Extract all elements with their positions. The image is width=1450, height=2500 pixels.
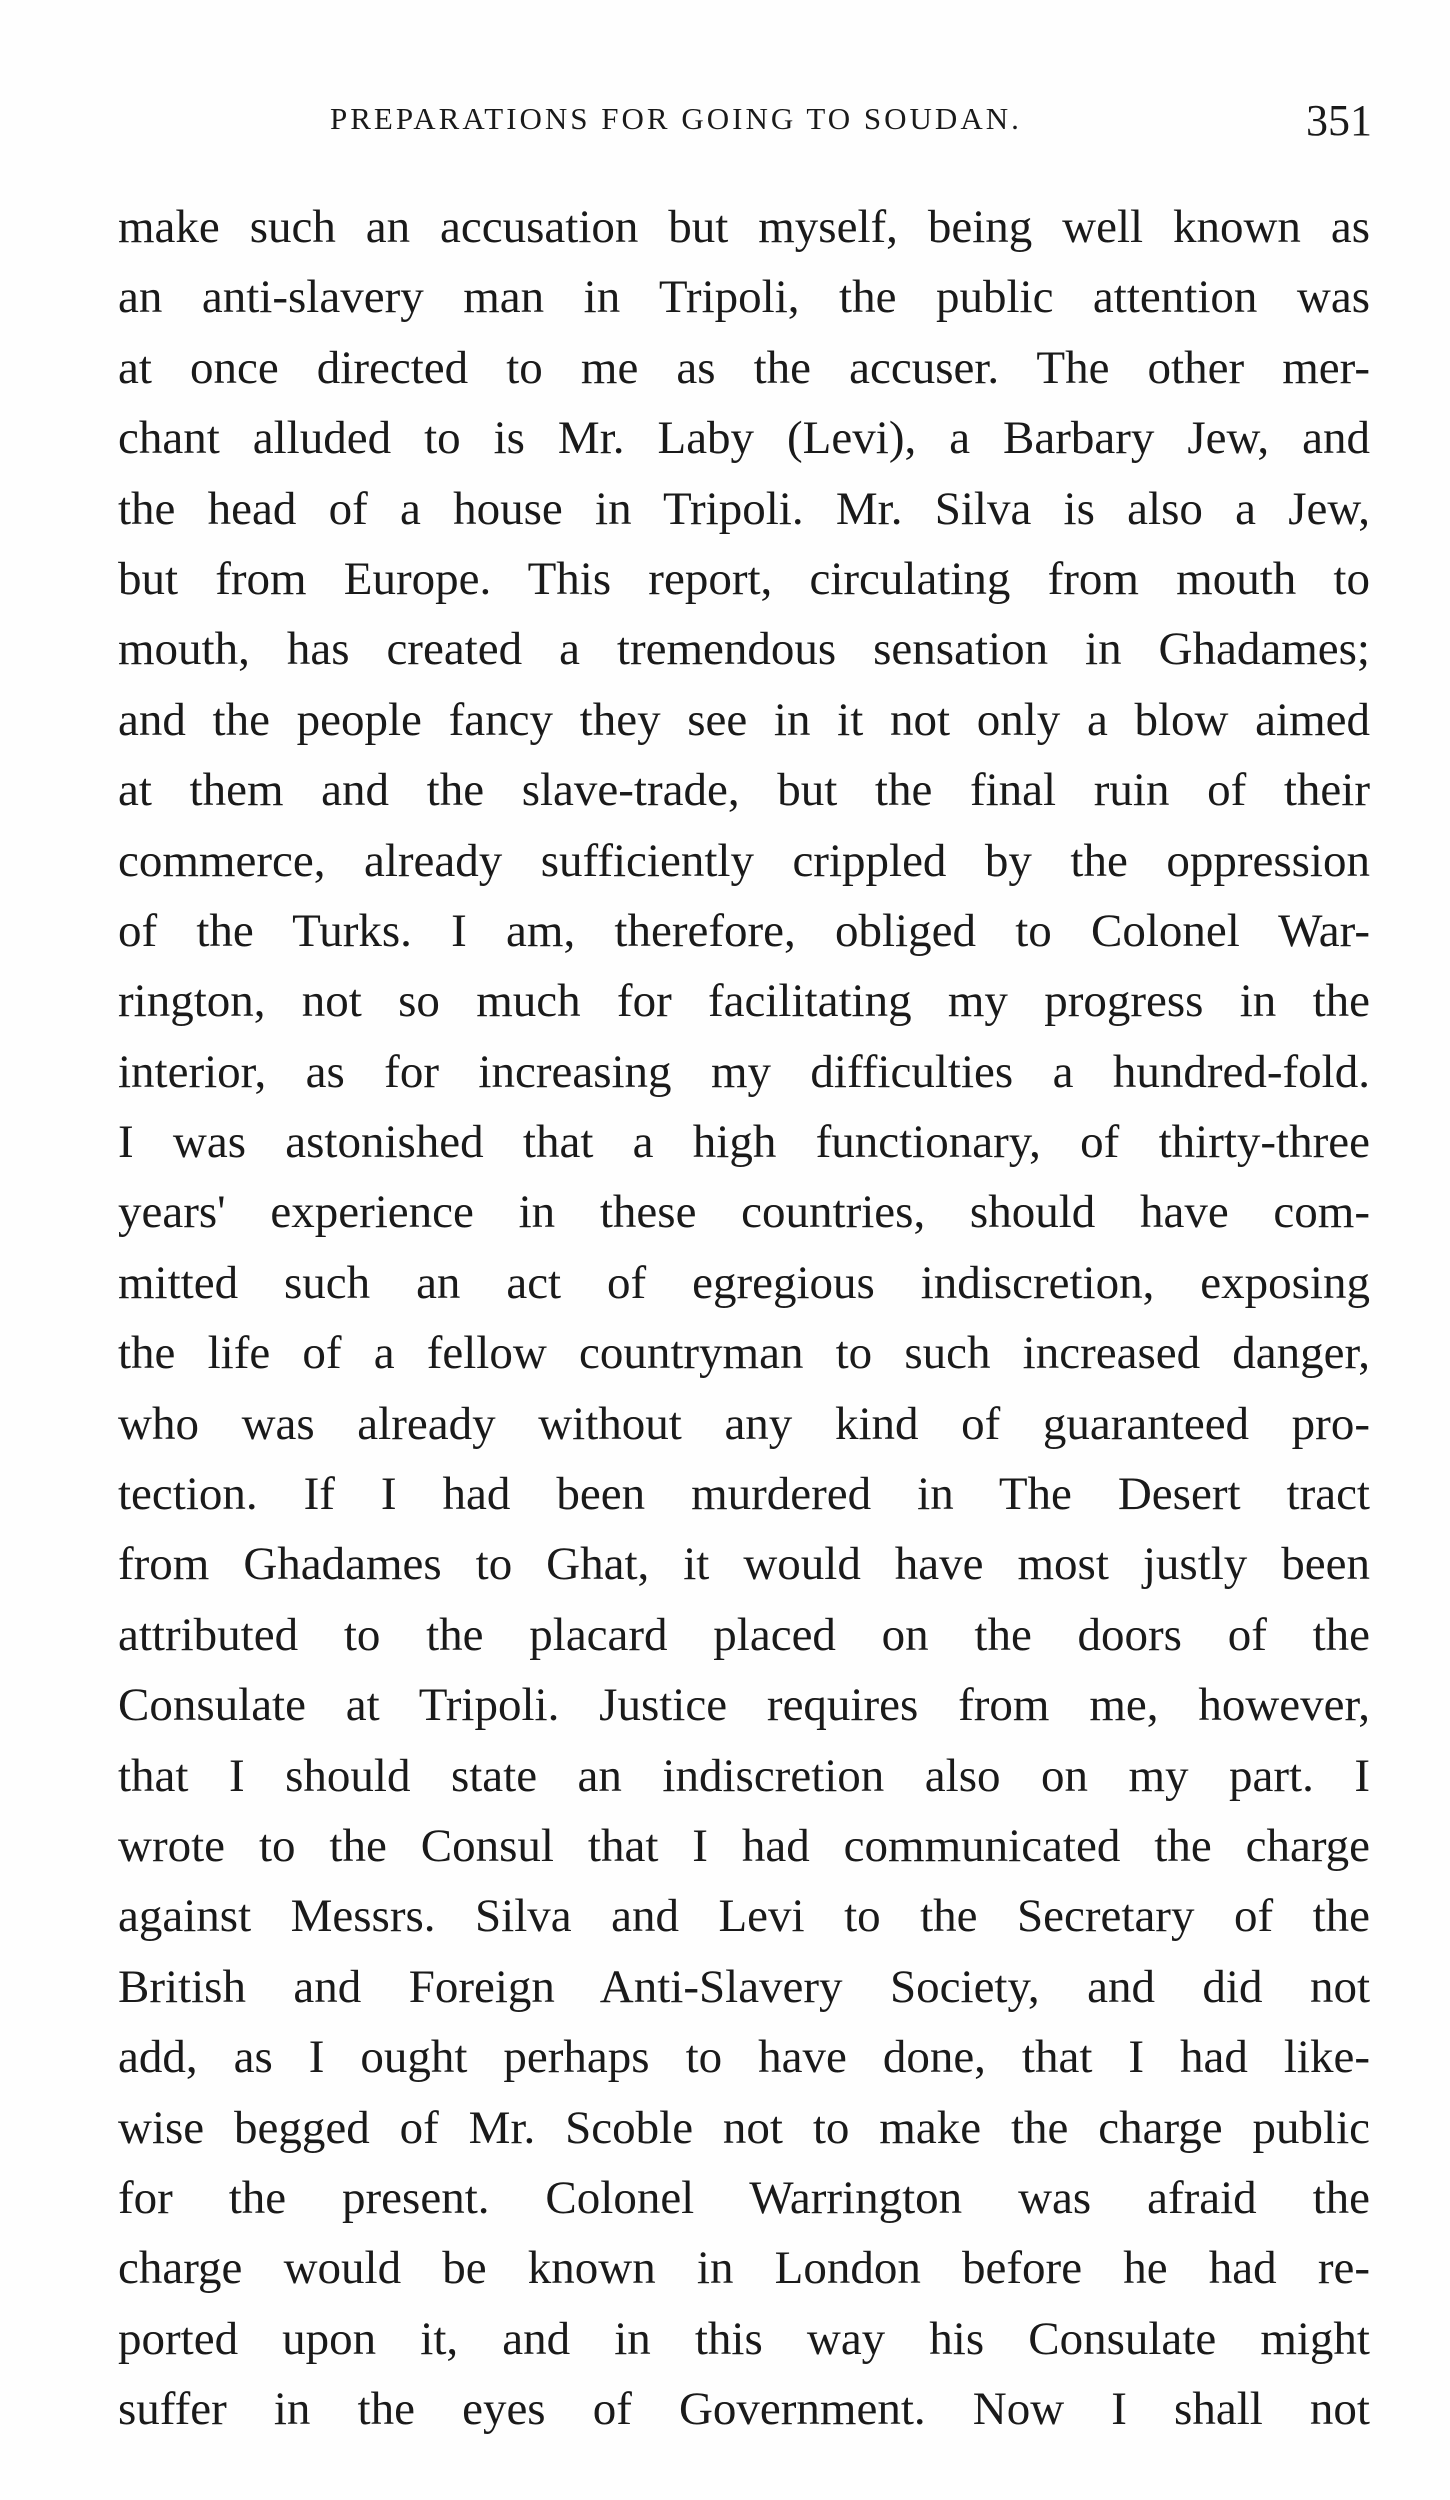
text-line-6: but from Europe. This report, circulating from mouth to — [118, 552, 1370, 605]
text-line-32: suffer in the eyes of Government. Now I shall not — [118, 2383, 1370, 2436]
text-line-13: interior, as for increasing my difficulties a hundred-fold. — [118, 1045, 1370, 1098]
text-line-2: an anti-slavery man in Tripoli, the public attention was — [118, 271, 1370, 324]
text-line-1: make such an accusation but myself, being well known as — [118, 201, 1370, 253]
text-line-28: wise begged of Mr. Scoble not to make the charge public — [118, 2101, 1370, 2154]
text-line-5: the head of a house in Tripoli. Mr. Silva is also a Jew, — [118, 482, 1370, 535]
text-line-17: the life of a fellow countryman to such increased danger, — [118, 1327, 1370, 1380]
text-line-29: for the present. Colonel Warrington was afraid the — [118, 2171, 1370, 2224]
chapter-title: PREPARATIONS FOR GOING TO SOUDAN. — [330, 101, 1022, 136]
text-line-3: at once directed to me as the accuser. The other mer- — [118, 341, 1370, 394]
text-line-7: mouth, has created a tremendous sensation in Ghadames; — [118, 623, 1370, 676]
text-line-19: tection. If I had been murdered in The Desert tract — [118, 1468, 1370, 1521]
text-line-10: commerce, already sufficiently crippled by the oppression — [118, 834, 1370, 887]
text-line-27: add, as I ought perhaps to have done, that I had like- — [118, 2031, 1370, 2084]
page-number: 351 — [1306, 96, 1372, 145]
text-line-23: that I should state an indiscretion also on my part. I — [118, 1749, 1370, 1802]
text-line-12: rington, not so much for facilitating my progress in the — [118, 975, 1370, 1028]
text-line-14: I was astonished that a high functionary, of thirty-three — [118, 1116, 1370, 1169]
text-line-15: years' experience in these countries, should have com- — [118, 1186, 1370, 1239]
text-line-9: at them and the slave-trade, but the final ruin of their — [118, 764, 1370, 817]
text-line-11: of the Turks. I am, therefore, obliged to Colonel War- — [118, 904, 1370, 957]
running-header — [330, 95, 1372, 151]
text-line-24: wrote to the Consul that I had communicated the charge — [118, 1819, 1370, 1872]
text-line-21: attributed to the placard placed on the doors of the — [118, 1608, 1370, 1661]
text-line-4: chant alluded to is Mr. Laby (Levi), a Barbary Jew, and — [118, 412, 1370, 465]
text-line-20: from Ghadames to Ghat, it would have most justly been — [118, 1538, 1370, 1591]
text-line-25: against Messrs. Silva and Levi to the Secretary of the — [118, 1890, 1370, 1943]
text-line-26: British and Foreign Anti-Slavery Society, and did not — [118, 1960, 1370, 2013]
text-line-16: mitted such an act of egregious indiscretion, exposing — [118, 1256, 1370, 1309]
text-line-30: charge would be known in London before he had re- — [118, 2242, 1370, 2295]
text-line-31: ported upon it, and in this way his Consulate might — [118, 2312, 1370, 2365]
text-line-8: and the people fancy they see in it not only a blow aimed — [118, 693, 1370, 746]
body-text — [118, 192, 1370, 2445]
text-line-18: who was already without any kind of guaranteed pro- — [118, 1397, 1370, 1450]
text-line-22: Consulate at Tripoli. Justice requires from me, however, — [118, 1679, 1370, 1732]
